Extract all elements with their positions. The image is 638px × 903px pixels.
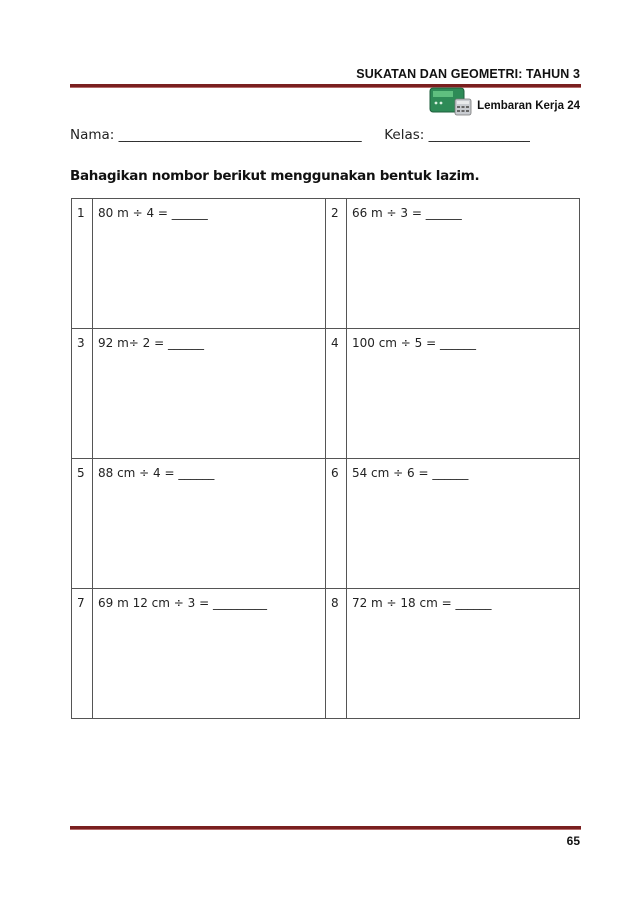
- instruction: Bahagikan nombor berikut menggunakan bentuk lazim.: [70, 168, 480, 184]
- question-cell[interactable]: 88 cm ÷ 4 = ______: [92, 459, 325, 589]
- question-number: 5: [72, 459, 93, 589]
- calculator-icon: [429, 87, 473, 117]
- class-blank[interactable]: _______________: [428, 127, 530, 143]
- question-table: [71, 198, 580, 719]
- question-cell[interactable]: 69 m 12 cm ÷ 3 = _________: [92, 589, 325, 719]
- question-cell[interactable]: 80 m ÷ 4 = ______: [92, 199, 325, 329]
- table-row: [72, 589, 580, 719]
- question-number: 3: [72, 329, 93, 459]
- table-row: [72, 329, 580, 459]
- question-cell[interactable]: 54 cm ÷ 6 = ______: [346, 459, 579, 589]
- name-blank[interactable]: ____________________________________: [118, 127, 362, 143]
- name-label: Nama:: [70, 127, 115, 143]
- worksheet-label: Lembaran Kerja 24: [477, 100, 580, 112]
- class-label: Kelas:: [384, 127, 425, 143]
- question-number: 8: [325, 589, 346, 719]
- table-row: [72, 459, 580, 589]
- question-cell[interactable]: 66 m ÷ 3 = ______: [346, 199, 579, 329]
- question-cell[interactable]: 100 cm ÷ 5 = ______: [346, 329, 579, 459]
- page-number: 65: [566, 834, 580, 848]
- table-row: [72, 199, 580, 329]
- question-cell[interactable]: 72 m ÷ 18 cm = ______: [346, 589, 579, 719]
- question-number: 7: [72, 589, 93, 719]
- student-fields: [70, 127, 530, 143]
- header-title: SUKATAN DAN GEOMETRI: TAHUN 3: [356, 67, 580, 81]
- question-cell[interactable]: 92 m÷ 2 = ______: [92, 329, 325, 459]
- header-rule: [70, 84, 581, 87]
- footer-rule: [70, 826, 581, 829]
- question-number: 6: [325, 459, 346, 589]
- question-number: 1: [72, 199, 93, 329]
- question-number: 2: [325, 199, 346, 329]
- question-number: 4: [325, 329, 346, 459]
